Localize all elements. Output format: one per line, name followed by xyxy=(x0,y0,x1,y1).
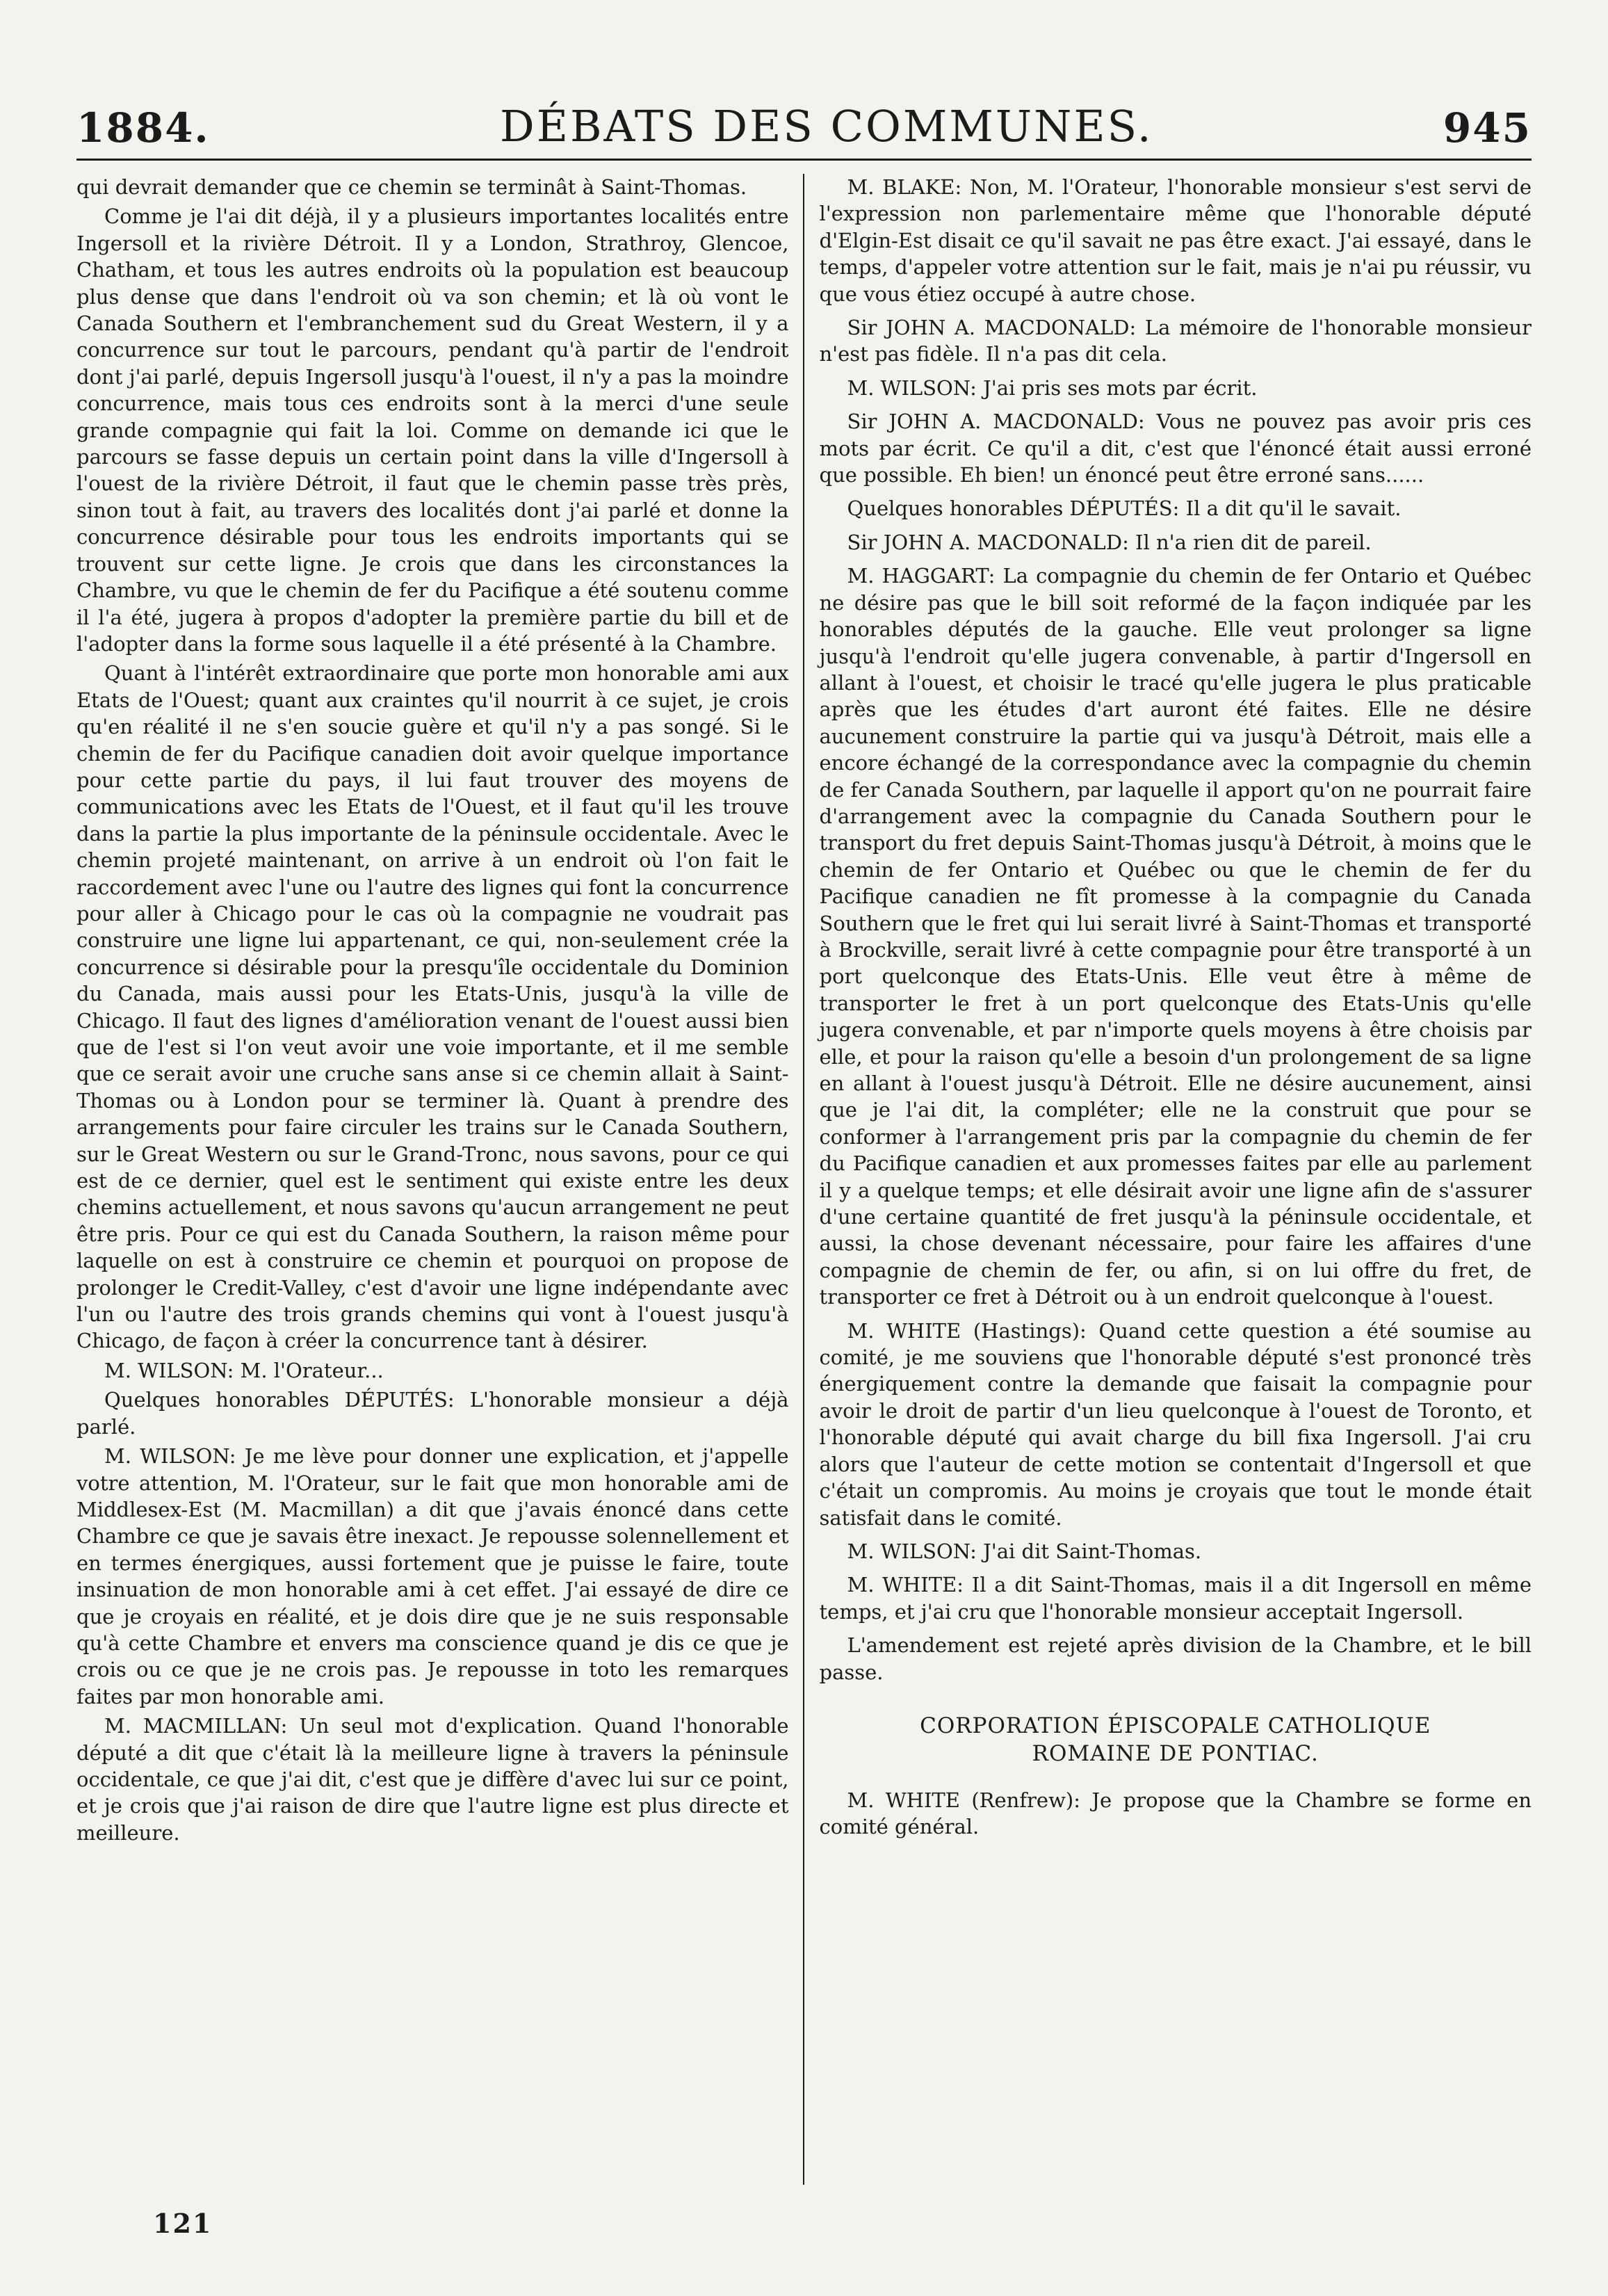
header-year: 1884. xyxy=(76,104,210,152)
paragraph: M. WILSON: J'ai dit Saint-Thomas. xyxy=(847,1539,1202,1563)
paragraph: M. HAGGART: La compagnie du chemin de fer Ontario et Québec ne désire pas que le bill soit reformé de la façon indiquée par les honorables députés de la gauche. Elle veut prolonger sa ligne jusqu'à l'endroit qu'elle jugera convenable, à partir d'Ingersoll en allant à l'ouest, et choisir le tracé qu'elle jugera le plus praticable après que les études d'art auront été faites. Elle ne désire aucunement construire la partie qui va jusqu'à Détroit, mais elle a encore échangé de la correspondance avec la compagnie du chemin de fer Canada Southern, par laquelle il apport qu'on ne pourrait faire d'arrangement avec la compagnie du Canada Southern pour le transport du fret depuis Saint-Thomas jusqu'à Détroit, à moins que le chemin de fer Ontario et Québec ou que le chemin de fer du Pacifique canadien ne fît promesse à la compagnie du Canada Southern que le fret qui lui serait livré à Saint-Thomas et transporté à Brockville, serait livré à cette compagnie pour être transporté à un port quelconque des Etats-Unis. Elle veut être à même de transporter le fret à un port quelconque des Etats-Unis qu'elle jugera convenable, et par n'importe quels moyens à être choisis par elle, et pour la raison qu'elle a besoin d'un prolongement de sa ligne en allant à l'ouest jusqu'à Détroit. Elle ne désire aucunement, ainsi que je l'ai dit, la compléter; elle ne la construit que pour se conformer à l'arrangement pris par la compagnie du chemin de fer du Pacifique canadien et aux promesses faites par elle au parlement il y a quelque temps; et elle désirait avoir une ligne afin de s'assurer d'une certaine quantité de fret jusqu'à la péninsule occidentale, et aussi, la chose devenant nécessaire, pour faire les affaires d'une compagnie de chemin de fer, ou afin, si on lui offre du fret, de transporter ce fret à Détroit ou à un endroit quelconque à l'ouest. xyxy=(819,564,1532,1309)
paragraph: M. WILSON: J'ai pris ses mots par écrit. xyxy=(847,375,1258,400)
paragraph: M. WILSON: M. l'Orateur... xyxy=(104,1358,384,1382)
right-column xyxy=(803,174,1532,2185)
paragraph: Quant à l'intérêt extraordinaire que porte mon honorable ami aux Etats de l'Ouest; quant aux craintes qu'il nourrit à ce sujet, je crois qu'en réalité il ne s'en soucie guère et qu'il n'y a pas songé. Si le chemin de fer du Pacifique canadien doit avoir quelque importance pour cette partie du pays, il lui faut trouver des moyens de communications avec les Etats de l'Ouest, et il faut qu'il les trouve dans la partie la plus importante de la péninsule occidentale. Avec le chemin projeté maintenant, on arrive à un endroit où l'on fait le raccordement avec l'une ou l'autre des lignes qui font la concurrence pour aller à Chicago pour le cas où la compagnie ne voudrait pas construire une ligne lui appartenant, ce qui, non-seulement crée la concurrence si désirable pour la presqu'île occidentale du Dominion du Canada, mais aussi pour les Etats-Unis, jusqu'à la ville de Chicago. Il faut des lignes d'amélioration venant de l'ouest aussi bien que de l'est si l'on veut avoir une voie importante, et il me semble que ce serait avoir une cruche sans anse si ce chemin allait à Saint-Thomas ou à London pour se terminer là. Quant à prendre des arrangements pour faire circuler les trains sur le Canada Southern, sur le Great Western ou sur le Grand-Tronc, nous savons, pour ce qui est de ce dernier, quel est le sentiment qui existe entre les deux chemins actuellement, et nous savons qu'aucun arrangement ne peut être pris. Pour ce qui est du Canada Southern, la raison même pour laquelle on est à construire ce chemin et pourquoi on propose de prolonger le Credit-Valley, c'est d'avoir une ligne indépendante avec l'un ou l'autre des trois grands chemins qui vont à l'ouest jusqu'à Chicago, de façon à créer la concurrence tant à désirer. xyxy=(76,661,789,1353)
page-header xyxy=(76,89,1532,161)
header-page-number: 945 xyxy=(1443,104,1532,152)
paragraph: Quelques honorables DÉPUTÉS: L'honorable monsieur a déjà parlé. xyxy=(76,1388,789,1439)
left-column xyxy=(76,174,803,2185)
paragraph: M. WHITE: Il a dit Saint-Thomas, mais il a dit Ingersoll en même temps, et j'ai cru que l'honorable monsieur acceptait Ingersoll. xyxy=(819,1573,1532,1624)
paragraph: Sir JOHN A. MACDONALD: Il n'a rien dit de pareil. xyxy=(847,530,1372,554)
paragraph: Sir JOHN A. MACDONALD: La mémoire de l'honorable monsieur n'est pas fidèle. Il n'a pas dit cela. xyxy=(819,316,1532,366)
header-title: DÉBATS DES COMMUNES. xyxy=(499,101,1153,152)
signature-mark: 121 xyxy=(153,2208,213,2239)
section-heading-line: ROMAINE DE PONTIAC. xyxy=(1032,1740,1319,1766)
paragraph: Quelques honorables DÉPUTÉS: Il a dit qu'il le savait. xyxy=(847,496,1402,521)
paragraph: Comme je l'ai dit déjà, il y a plusieurs importantes localités entre Ingersoll et la rivière Détroit. Il y a London, Strathroy, Glencoe, Chatham, et tous les autres endroits où la population est beaucoup plus dense que dans l'endroit où va son chemin; et là où vont le Canada Southern et l'embranchement sud du Great Western, il y a concurrence sur tout le parcours, pendant qu'à partir de l'endroit dont j'ai parlé, depuis Ingersoll jusqu'à l'ouest, il n'y a pas la moindre concurrence, mais tous ces endroits sont à la merci d'une seule grande compagnie qui fait la loi. Comme on demande ici que le parcours se fasse depuis un certain point dans la ville d'Ingersoll à l'ouest de la rivière Détroit, il faut que le chemin passe très près, sinon tout à fait, au travers des localités dont j'ai parlé et donne la concurrence désirable pour tous les endroits importants qui se trouvent sur cette ligne. Je crois que dans les circonstances la Chambre, vu que le chemin de fer du Pacifique a été soutenu comme il l'a été, jugera à propos d'adopter la première partie du bill et de l'adopter dans la forme sous laquelle il a été présenté à la Chambre. xyxy=(76,204,789,656)
paragraph: M. WHITE (Hastings): Quand cette question a été soumise au comité, je me souviens que l'honorable député s'est prononcé très énergiquement contre la demande que faisait la compagnie pour avoir le droit de partir d'un lieu quelconque à l'ouest de Toronto, et l'honorable député qui avait charge du bill fixa Ingersoll. J'ai cru alors que l'auteur de cette motion se contentait d'Ingersoll et que c'était un compromis. Au moins je croyais que tout le monde était satisfait dans le comité. xyxy=(819,1318,1532,1530)
paragraph: Sir JOHN A. MACDONALD: Vous ne pouvez pas avoir pris ces mots par écrit. Ce qu'il a dit, c'est que l'énoncé était aussi erroné que possible. Eh bien! un énoncé peut être erroné sans...... xyxy=(819,410,1532,487)
section-heading-line: CORPORATION ÉPISCOPALE CATHOLIQUE xyxy=(920,1713,1431,1738)
section-heading xyxy=(820,1712,1532,1768)
text-columns xyxy=(76,174,1532,2185)
paragraph: qui devrait demander que ce chemin se terminât à Saint-Thomas. xyxy=(76,175,747,199)
paragraph: M. WHITE (Renfrew): Je propose que la Chambre se forme en comité général. xyxy=(819,1788,1532,1839)
paragraph: M. BLAKE: Non, M. l'Orateur, l'honorable monsieur s'est servi de l'expression non parlementaire même que l'honorable député d'Elgin-Est disait ce qu'il savait ne pas être exact. J'ai essayé, dans le temps, d'appeler votre attention sur le fait, mais je n'ai pu réussir, vu que vous étiez occupé à autre chose. xyxy=(819,175,1532,306)
paragraph: M. WILSON: Je me lève pour donner une explication, et j'appelle votre attention, M. l'Orateur, sur le fait que mon honorable ami de Middlesex-Est (M. Macmillan) a dit que j'avais énoncé dans cette Chambre ce que je savais être inexact. Je repousse solennellement et en termes énergiques, aussi fortement que je puisse le faire, toute insinuation de mon honorable ami à cet effet. J'ai essayé de dire ce que je croyais en réalité, et je dois dire que je ne suis responsable qu'à cette Chambre et envers ma conscience quand je dis ce que je crois ou ce que je ne crois pas. Je repousse in toto les remarques faites par mon honorable ami. xyxy=(76,1444,789,1708)
paragraph: M. MACMILLAN: Un seul mot d'explication. Quand l'honorable député a dit que c'était là la meilleure ligne à travers la péninsule occidentale, ce que j'ai dit, c'est que je diffère d'avec lui sur ce point, et je crois que j'ai raison de dire que l'autre ligne est plus directe et meilleure. xyxy=(76,1714,789,1845)
paragraph: L'amendement est rejeté après division de la Chambre, et le bill passe. xyxy=(819,1633,1532,1684)
